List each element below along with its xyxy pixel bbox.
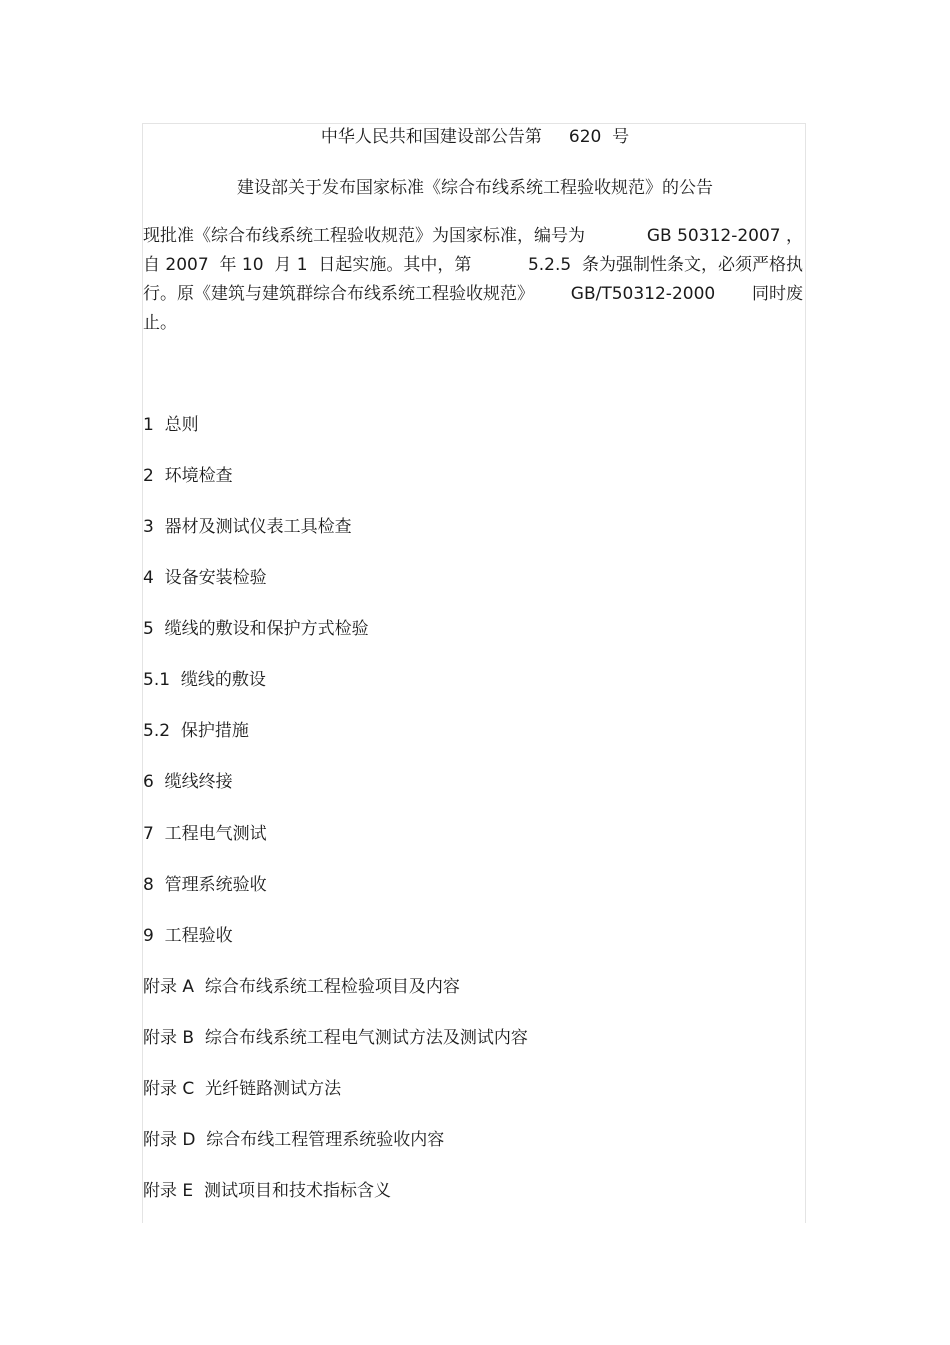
toc-item: 7 工程电气测试 — [143, 823, 267, 844]
body-text-segment: GB 50312-2007 ， — [646, 226, 803, 246]
page-subtitle: 建设部关于发布国家标准《综合布线系统工程验收规范》的公告 — [237, 178, 713, 198]
body-line — [143, 222, 803, 251]
toc-item: 附录 B 综合布线系统工程电气测试方法及测试内容 — [143, 1027, 528, 1048]
body-text-segment: 止。 — [143, 313, 177, 333]
toc-item: 6 缆线终接 — [143, 772, 233, 793]
toc-item: 附录 D 综合布线工程管理系统验收内容 — [143, 1129, 445, 1150]
toc-item: 3 器材及测试仪表工具检查 — [143, 517, 352, 538]
toc-item: 8 管理系统验收 — [143, 874, 267, 895]
body-text-segment: GB/T50312-2000 — [570, 284, 716, 304]
toc-item: 附录 C 光纤链路测试方法 — [143, 1078, 342, 1099]
body-text-segment: 行。原《建筑与建筑群综合布线系统工程验收规范》 — [143, 284, 534, 304]
body-text-segment: 自 2007 年 10 月 1 日起实施。其中，第 — [143, 255, 472, 275]
toc-item: 附录 E 测试项目和技术指标含义 — [143, 1180, 391, 1201]
toc-item: 2 环境检查 — [143, 466, 233, 487]
body-text-segment: 5.2.5 条为强制性条文，必须严格执 — [527, 255, 803, 275]
toc-item: 1 总则 — [143, 415, 199, 435]
body-line — [143, 309, 803, 338]
body-text-segment: 同时废 — [752, 284, 803, 304]
table-of-contents — [143, 413, 528, 1230]
page-title: 中华人民共和国建设部公告第 620 号 — [320, 127, 630, 147]
announcement-body — [143, 222, 803, 338]
toc-item: 4 设备安装检验 — [143, 568, 267, 589]
toc-item: 9 工程验收 — [143, 925, 233, 946]
toc-item: 5 缆线的敷设和保护方式检验 — [143, 619, 369, 640]
toc-item: 5.1 缆线的敷设 — [143, 670, 266, 691]
body-text-segment: 现批准《综合布线系统工程验收规范》为国家标准，编号为 — [143, 226, 585, 246]
body-line — [143, 251, 803, 280]
body-line — [143, 280, 803, 309]
toc-item: 附录 A 综合布线系统工程检验项目及内容 — [143, 976, 460, 997]
toc-item: 5.2 保护措施 — [143, 721, 249, 742]
